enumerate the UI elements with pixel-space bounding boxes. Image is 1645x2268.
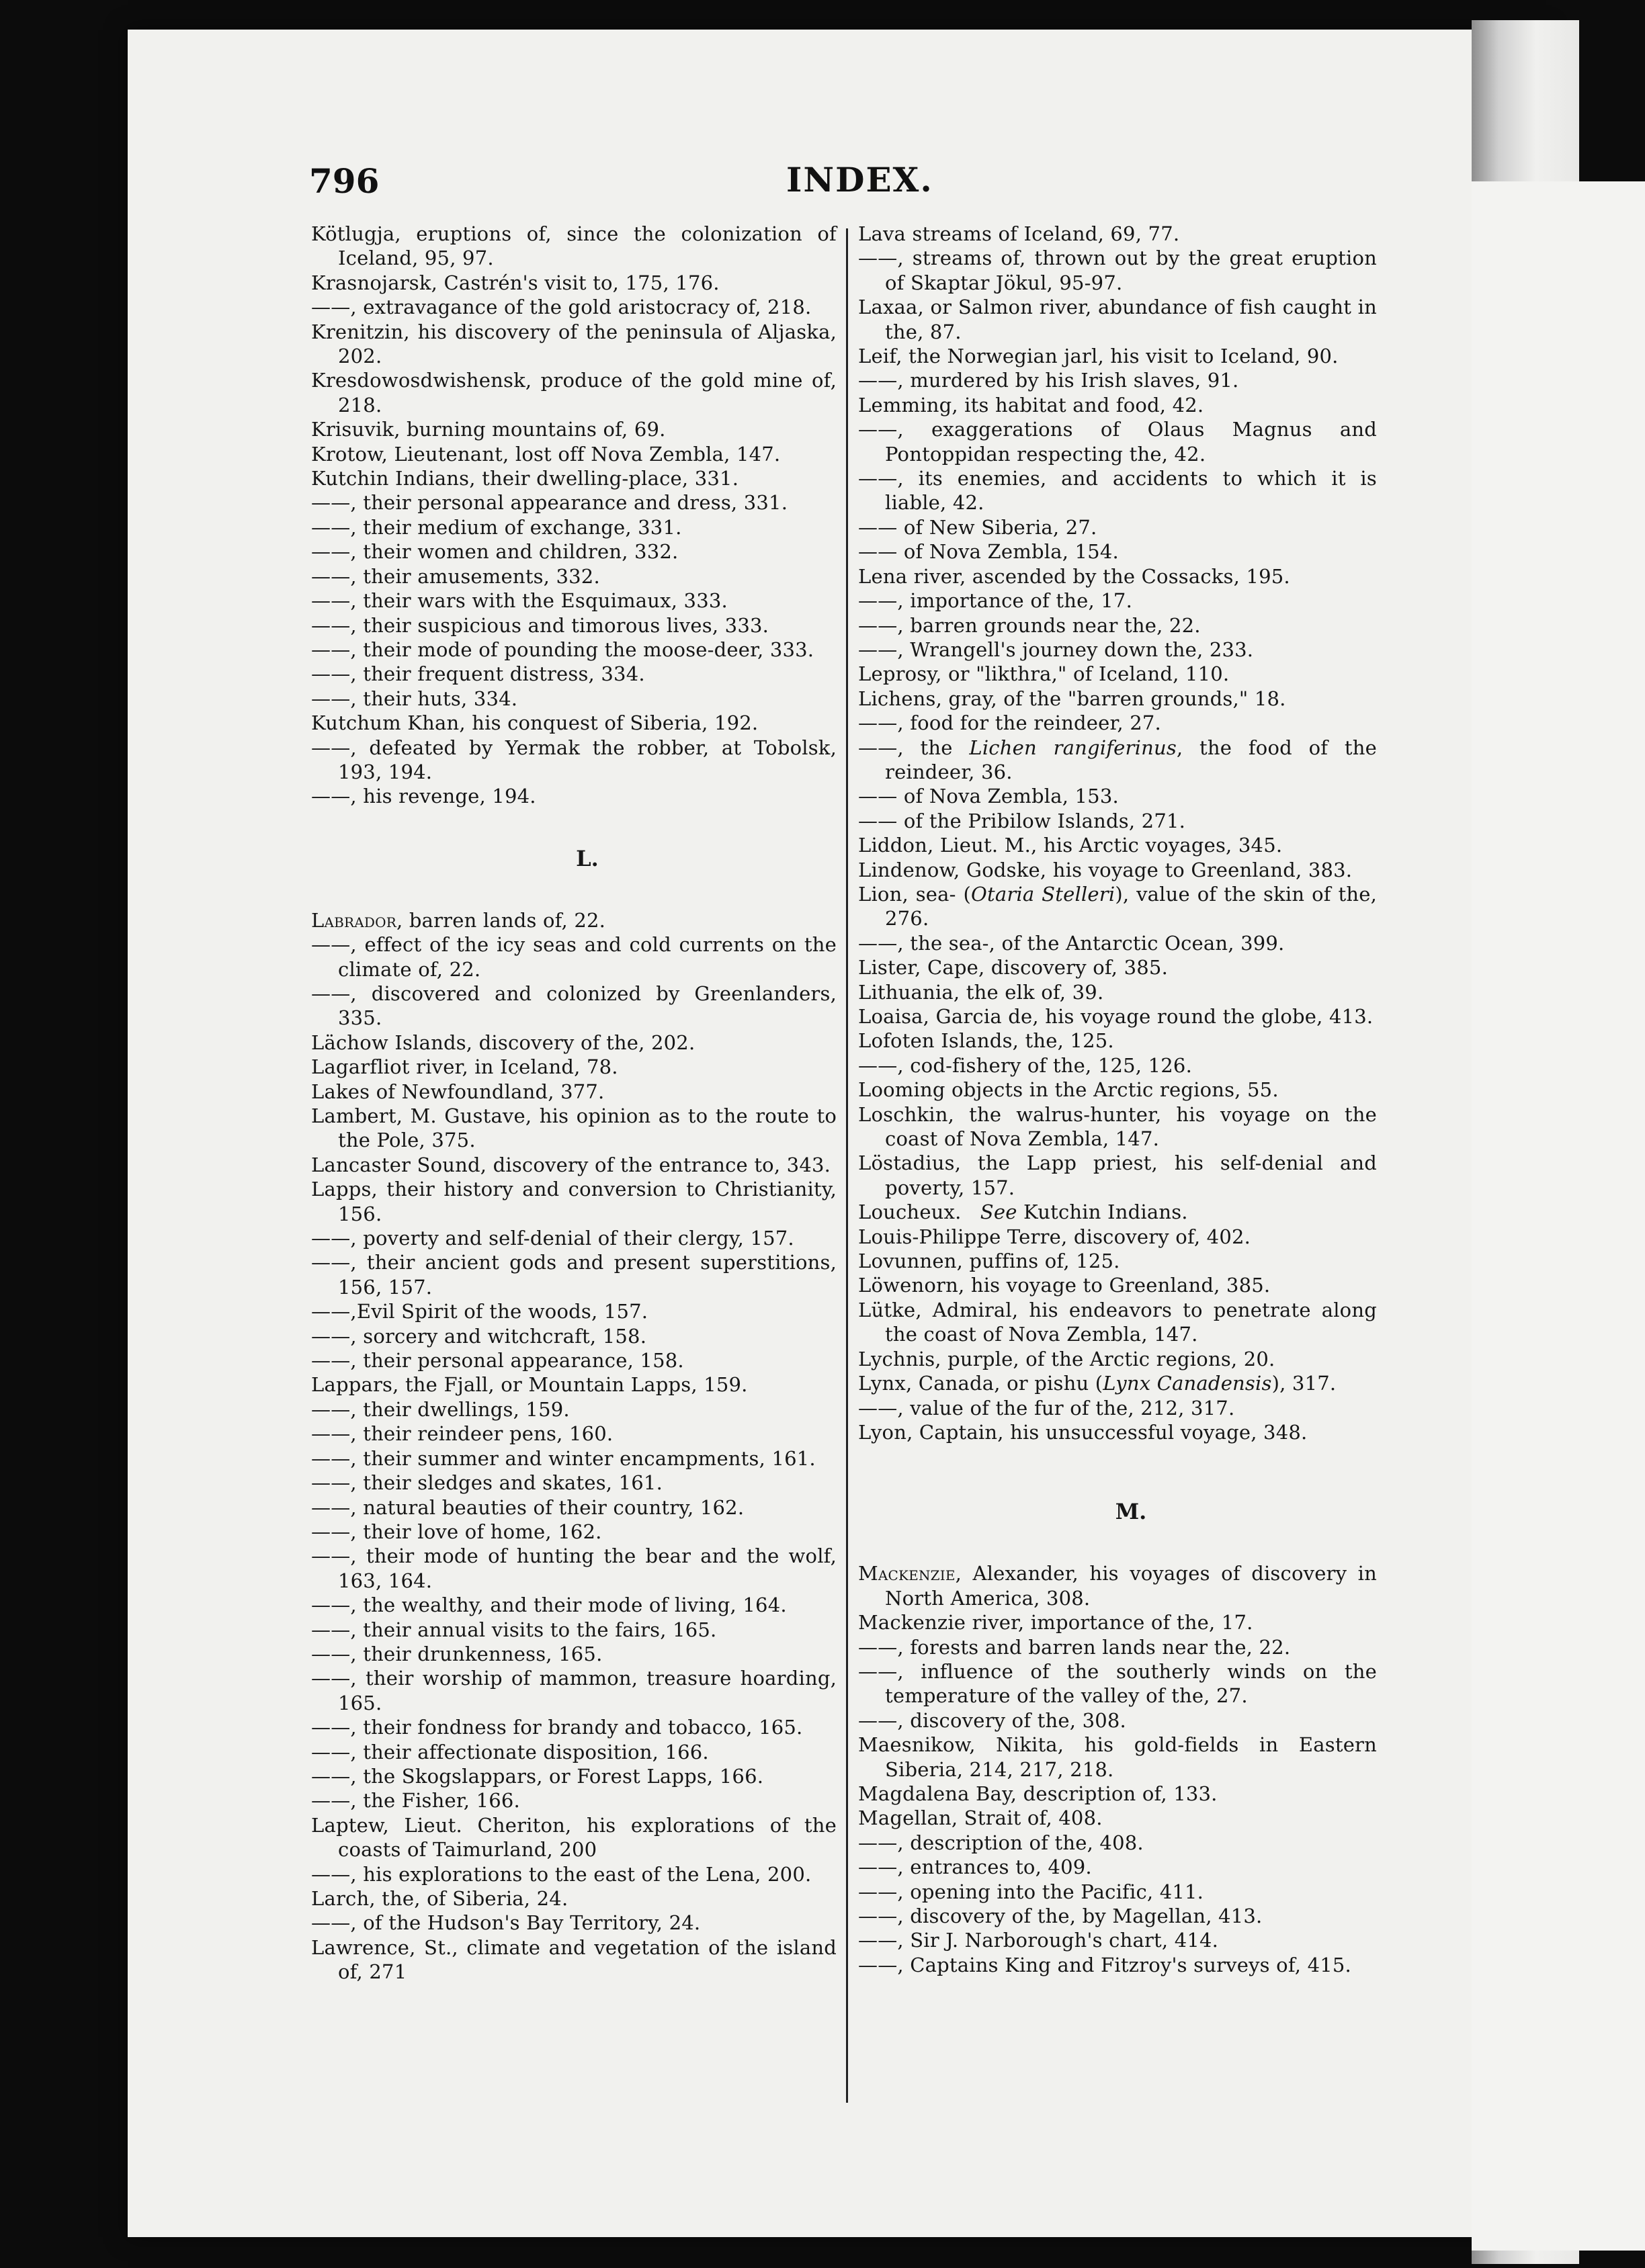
- index-entry: [858, 882, 1377, 931]
- index-entry: ——, its enemies, and accidents to which it is liable, 42.: [858, 467, 1377, 515]
- index-entry: —— of New Siberia, 27.: [858, 515, 1097, 539]
- section-letter-l: L.: [576, 845, 599, 871]
- index-entry: Lofoten Islands, the, 125.: [858, 1029, 1114, 1053]
- index-entry: Krisuvik, burning mountains of, 69.: [311, 418, 666, 441]
- index-entry: ——, his revenge, 194.: [311, 785, 536, 808]
- entry-text: ), 317.: [1271, 1372, 1337, 1395]
- index-entry: Lyon, Captain, his unsuccessful voyage, 348.: [858, 1420, 1308, 1444]
- index-entry: Laxaa, or Salmon river, abundance of fish caught in the, 87.: [858, 296, 1377, 343]
- index-entry: ——, their amusements, 332.: [311, 564, 600, 588]
- entry-text: Loucheux.: [858, 1201, 962, 1224]
- index-entry: ——, extravagance of the gold aristocracy of, 218.: [311, 296, 812, 319]
- index-entry: Lister, Cape, discovery of, 385.: [858, 956, 1168, 979]
- index-entry: ——, their personal appearance, 158.: [311, 1349, 684, 1372]
- entry-lead-word: Labrador,: [311, 908, 403, 932]
- index-entry: ——, discovery of the, by Magellan, 413.: [858, 1905, 1263, 1927]
- index-entry: —— of Nova Zembla, 153.: [858, 785, 1119, 808]
- page-number: 796: [309, 161, 380, 201]
- entries-m: [858, 1610, 1377, 1977]
- index-entry: Lagarfliot river, in Iceland, 78.: [311, 1055, 618, 1079]
- index-entry: Maesnikow, Nikita, his gold-fields in Eastern Siberia, 214, 217, 218.: [858, 1733, 1377, 1781]
- entry-text: ), value of the skin of the, 276.: [885, 882, 1377, 930]
- index-entry: Lemming, its habitat and food, 42.: [858, 393, 1204, 417]
- index-entry: ——, their mode of pounding the moose-deer, 333.: [311, 638, 814, 661]
- index-entry: ——, their huts, 334.: [311, 687, 518, 710]
- index-entry: Lichens, gray, of the "barren grounds," 18.: [858, 687, 1286, 710]
- column-rule: [846, 228, 848, 2103]
- index-entry: Lena river, ascended by the Cossacks, 195.: [858, 564, 1290, 588]
- entries-k: [311, 222, 837, 809]
- index-entry: ——, murdered by his Irish slaves, 91.: [858, 369, 1239, 392]
- index-entry: Kutchum Khan, his conquest of Siberia, 192.: [311, 711, 759, 735]
- index-entry: Lindenow, Godske, his voyage to Greenland, 383.: [858, 858, 1353, 881]
- index-entry: Lovunnen, puffins of, 125.: [858, 1250, 1120, 1273]
- entries-l-continued: [858, 222, 1377, 736]
- index-entry: ——, their annual visits to the fairs, 165.: [311, 1618, 717, 1641]
- index-entry: Lancaster Sound, discovery of the entrance to, 343.: [311, 1153, 831, 1176]
- index-entry: Lychnis, purple, of the Arctic regions, 20.: [858, 1347, 1275, 1370]
- index-entry: ——, cod-fishery of the, 125, 126.: [858, 1053, 1192, 1077]
- entry-italic: Lichen rangiferinus: [969, 736, 1177, 759]
- index-entry: ——, their medium of exchange, 331.: [311, 515, 682, 539]
- entry-italic: Lynx Canadensis: [1103, 1372, 1272, 1395]
- index-entry: ——, the Skogslappars, or Forest Lapps, 166.: [311, 1764, 764, 1788]
- index-entry: ——, their dwellings, 159.: [311, 1397, 570, 1421]
- index-entry: Leif, the Norwegian jarl, his visit to Iceland, 90.: [858, 345, 1339, 368]
- index-entry: ——, poverty and self-denial of their clergy, 157.: [311, 1227, 794, 1250]
- index-entry: ——, their reindeer pens, 160.: [311, 1422, 614, 1446]
- index-entry: ——, their summer and winter encampments, 161.: [311, 1446, 816, 1470]
- index-entry: ——, the wealthy, and their mode of living, 164.: [311, 1594, 787, 1617]
- index-entry: ——, opening into the Pacific, 411.: [858, 1880, 1204, 1903]
- index-entry: Krasnojarsk, Castrén's visit to, 175, 176.: [311, 271, 720, 294]
- index-entry: ——, defeated by Yermak the robber, at Tobolsk, 193, 194.: [311, 736, 837, 783]
- entry-italic: Otaria Stelleri: [971, 882, 1115, 906]
- index-entry: Lakes of Newfoundland, 377.: [311, 1080, 605, 1103]
- index-entry: Magdalena Bay, description of, 133.: [858, 1782, 1218, 1805]
- index-entry: ——, their fondness for brandy and tobacco, 165.: [311, 1716, 803, 1739]
- index-entry: ——, Sir J. Narborough's chart, 414.: [858, 1929, 1219, 1952]
- index-entry: Lächow Islands, discovery of the, 202.: [311, 1031, 695, 1054]
- index-entry: Leprosy, or "likthra," of Iceland, 110.: [858, 662, 1230, 686]
- index-entry: ——, their women and children, 332.: [311, 540, 679, 564]
- index-entry: Kresdowosdwishensk, produce of the gold mine of, 218.: [311, 369, 837, 417]
- index-entry: ——, forests and barren lands near the, 22.: [858, 1635, 1291, 1659]
- index-entry: ——, exaggerations of Olaus Magnus and Pontoppidan respecting the, 42.: [858, 418, 1377, 466]
- entry-text: Alexander, his voyages of discovery in North America, 308.: [885, 1562, 1377, 1610]
- index-entry: ——, their love of home, 162.: [311, 1520, 602, 1543]
- index-entry: ——, effect of the icy seas and cold currents on the climate of, 22.: [311, 933, 837, 981]
- index-entry: Mackenzie river, importance of the, 17.: [858, 1611, 1253, 1634]
- index-entry: ——, their frequent distress, 334.: [311, 662, 645, 686]
- index-entry: ——, their suspicious and timorous lives, 333.: [311, 613, 769, 637]
- index-entry: ——, of the Hudson's Bay Territory, 24.: [311, 1911, 701, 1935]
- index-entry: [858, 1371, 1377, 1395]
- facing-page-edge: [1472, 181, 1645, 2251]
- entries-l-5: [858, 1396, 1377, 1445]
- running-head: INDEX.: [786, 160, 933, 200]
- index-entry: Kutchin Indians, their dwelling-place, 331.: [311, 467, 739, 490]
- entry-lead-word: Mackenzie,: [858, 1562, 962, 1585]
- index-entry: Looming objects in the Arctic regions, 55.: [858, 1078, 1279, 1102]
- entries-l-3: [858, 931, 1377, 1200]
- index-entry: ——, discovery of the, 308.: [858, 1708, 1126, 1732]
- index-entry: ——, discovered and colonized by Greenlanders, 335.: [311, 982, 837, 1030]
- entry-text: Lion, sea- (: [858, 882, 971, 906]
- entry-text: Lynx, Canada, or pishu (: [858, 1372, 1103, 1395]
- index-entry: ——,Evil Spirit of the woods, 157.: [311, 1300, 648, 1323]
- index-entry: [858, 1200, 1377, 1224]
- index-entry: Magellan, Strait of, 408.: [858, 1806, 1103, 1830]
- index-entry: ——, streams of, thrown out by the great eruption of Skaptar Jökul, 95-97.: [858, 247, 1377, 294]
- index-entry: Kötlugja, eruptions of, since the colonization of Iceland, 95, 97.: [311, 222, 837, 270]
- index-entry: ——, their personal appearance and dress, 331.: [311, 491, 788, 515]
- index-entry: ——, the sea-, of the Antarctic Ocean, 399.: [858, 931, 1285, 955]
- index-entry: Louis-Philippe Terre, discovery of, 402.: [858, 1225, 1251, 1248]
- index-entry: Lawrence, St., climate and vegetation of the island of, 271: [311, 1935, 837, 1984]
- index-entry: ——, description of the, 408.: [858, 1831, 1144, 1854]
- index-entry: ——, Wrangell's journey down the, 233.: [858, 638, 1254, 661]
- index-entry: ——, barren grounds near the, 22.: [858, 613, 1201, 637]
- index-entry: Lambert, M. Gustave, his opinion as to the route to the Pole, 375.: [311, 1104, 837, 1152]
- index-entry: ——, their mode of hunting the bear and the wolf, 163, 164.: [311, 1544, 837, 1592]
- index-entry: Lithuania, the elk of, 39.: [858, 980, 1104, 1004]
- index-entry: ——, influence of the southerly winds on the temperature of the valley of the, 27.: [858, 1659, 1377, 1708]
- index-entry: Lütke, Admiral, his endeavors to penetrate along the coast of Nova Zembla, 147.: [858, 1298, 1377, 1346]
- index-column-left: [311, 222, 837, 1984]
- index-entry: ——, entrances to, 409.: [858, 1856, 1092, 1879]
- index-entry: ——, the Fisher, 166.: [311, 1789, 520, 1813]
- entries-l-4: [858, 1225, 1377, 1371]
- entry-text: Kutchin Indians.: [1017, 1201, 1188, 1224]
- index-entry: ——, his explorations to the east of the Lena, 200.: [311, 1862, 812, 1886]
- index-entry: Löwenorn, his voyage to Greenland, 385.: [858, 1274, 1271, 1297]
- index-entry: [311, 908, 837, 932]
- index-entry: Laptew, Lieut. Cheriton, his explorations of the coasts of Taimurland, 200: [311, 1813, 837, 1862]
- index-entry: ——, their drunkenness, 165.: [311, 1642, 603, 1665]
- index-entry: Loaisa, Garcia de, his voyage round the globe, 413.: [858, 1005, 1374, 1028]
- index-entry: ——, food for the reindeer, 27.: [858, 711, 1161, 735]
- index-column-right: [858, 222, 1377, 1977]
- index-entry: ——, Captains King and Fitzroy's surveys of, 415.: [858, 1953, 1351, 1976]
- index-entry: —— of the Pribilow Islands, 271.: [858, 809, 1186, 832]
- index-entry: ——, sorcery and witchcraft, 158.: [311, 1324, 647, 1348]
- index-entry: —— of Nova Zembla, 154.: [858, 540, 1119, 564]
- index-entry: ——, natural beauties of their country, 162.: [311, 1495, 745, 1519]
- index-entry: ——, their sledges and skates, 161.: [311, 1471, 663, 1495]
- section-letter-m: M.: [1115, 1499, 1147, 1525]
- index-entry: Lapps, their history and conversion to Christianity, 156.: [311, 1178, 837, 1225]
- index-entry: Loschkin, the walrus-hunter, his voyage on the coast of Nova Zembla, 147.: [858, 1102, 1377, 1151]
- index-entry: [858, 1561, 1377, 1610]
- index-entry: ——, their wars with the Esquimaux, 333.: [311, 589, 728, 613]
- entry-text: ——, the: [858, 736, 970, 759]
- index-entry: Krotow, Lieutenant, lost off Nova Zembla, 147.: [311, 442, 781, 466]
- index-entry: Lappars, the Fjall, or Mountain Lapps, 159.: [311, 1373, 748, 1397]
- index-entry: ——, importance of the, 17.: [858, 589, 1132, 613]
- index-entry: Krenitzin, his discovery of the peninsula of Aljaska, 202.: [311, 320, 837, 368]
- entry-text: barren lands of, 22.: [403, 908, 606, 932]
- index-entry: Löstadius, the Lapp priest, his self-denial and poverty, 157.: [858, 1151, 1377, 1199]
- index-entry: ——, their ancient gods and present superstitions, 156, 157.: [311, 1251, 837, 1299]
- entries-l: [311, 932, 837, 1984]
- index-entry: ——, their affectionate disposition, 166.: [311, 1740, 709, 1763]
- entry-text: , the food of the reindeer, 36.: [885, 736, 1378, 783]
- index-entry: Lava streams of Iceland, 69, 77.: [858, 222, 1180, 245]
- index-entry: Liddon, Lieut. M., his Arctic voyages, 345.: [858, 834, 1283, 857]
- index-entry: [858, 736, 1377, 785]
- entry-italic: See: [980, 1201, 1017, 1224]
- index-entry: ——, their worship of mammon, treasure hoarding, 165.: [311, 1667, 837, 1714]
- entries-l-2: [858, 784, 1377, 882]
- index-entry: ——, value of the fur of the, 212, 317.: [858, 1396, 1235, 1420]
- index-entry: Larch, the, of Siberia, 24.: [311, 1887, 568, 1910]
